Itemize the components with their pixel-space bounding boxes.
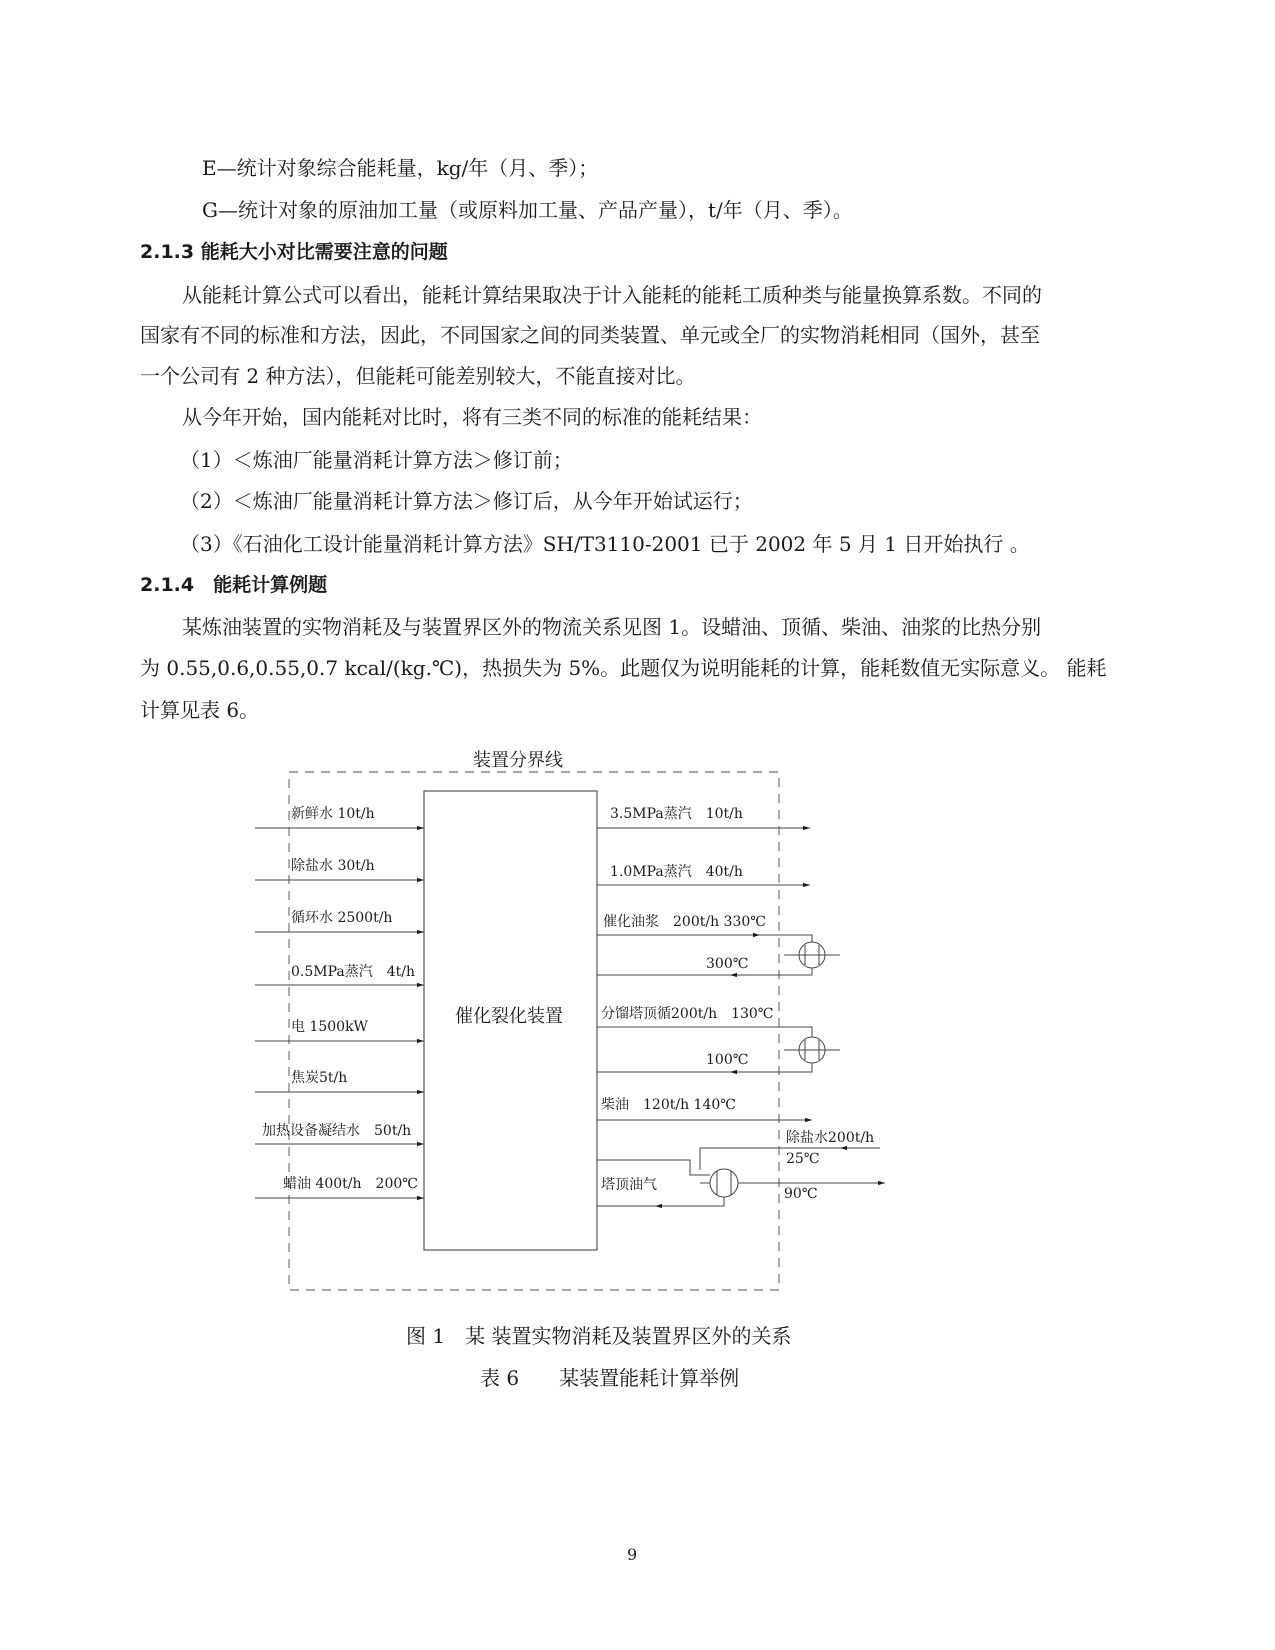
output-diesel-label: 柴油 120t/h 140℃: [601, 1097, 736, 1113]
output-top-circ-label: 分馏塔顶循200t/h 130℃: [601, 1006, 774, 1022]
input-streams: [255, 805, 424, 1198]
input-circulating-water-label: 循环水 2500t/h: [291, 910, 393, 926]
section-heading-2-1-3: 2.1.3 能耗大小对比需要注意的问题: [140, 241, 448, 263]
overhead-line: [597, 1160, 710, 1175]
output-overhead-label: 塔顶油气: [601, 1177, 657, 1193]
list-item: （1）＜炼油厂能量消耗计算方法＞修订前；: [180, 448, 573, 472]
output-top-circ-line: [597, 1027, 812, 1038]
input-condensate-label: 加热设备凝结水 50t/h: [262, 1123, 412, 1139]
list-item: （2）＜炼油厂能量消耗计算方法＞修订后，从今年开始试运行；: [180, 489, 753, 513]
paragraph-line: 计算见表 6。: [140, 698, 260, 722]
table-caption: 表 6 某装置能耗计算举例: [480, 1366, 740, 1390]
input-steam-label: 0.5MPa蒸汽 4t/h: [291, 964, 416, 980]
paragraph-line: 某炼油装置的实物消耗及与装置界区外的物流关系见图 1。设蜡油、顶循、柴油、油浆的比热分别: [182, 615, 1042, 639]
definition-g: G—统计对象的原油加工量（或原料加工量、产品产量），t/年（月、季）。: [202, 198, 853, 222]
list-item: （3）《石油化工设计能量消耗计算方法》SH/T3110-2001 已于 2002 年 5 月 1 日开始执行 。: [180, 532, 1030, 556]
input-wax-oil-label: 蜡油 400t/h 200℃: [283, 1176, 418, 1192]
input-fresh-water-label: 新鲜水 10t/h: [291, 806, 375, 822]
input-electricity-label: 电 1500kW: [291, 1019, 368, 1035]
unit-label: 催化裂化装置: [455, 1006, 563, 1027]
boundary-label: 装置分界线: [473, 750, 563, 771]
figure-caption: 图 1 某 装置实物消耗及装置界区外的关系: [406, 1324, 792, 1348]
input-desalted-water-label: 除盐水 30t/h: [291, 858, 375, 874]
output-streams: [597, 805, 885, 1206]
paragraph-line: 为 0.55,0.6,0.55,0.7 kcal/(kg.℃)，热损失为 5%。此题仅为说明能耗的计算，能耗数值无实际意义。 能耗: [140, 656, 1107, 680]
page-number: 9: [627, 1545, 638, 1564]
section-heading-2-1-4: 2.1.4 能耗计算例题: [140, 574, 328, 596]
desalted-water-in-temp: 25℃: [786, 1151, 820, 1167]
slurry-return-temp: 300℃: [706, 956, 749, 972]
output-slurry-line: [597, 935, 812, 945]
paragraph-line: 从今年开始，国内能耗对比时，将有三类不同的标准的能耗结果：: [182, 405, 762, 429]
definition-e: E—统计对象综合能耗量，kg/年（月、季）；: [202, 156, 599, 180]
output-steam-10-label: 1.0MPa蒸汽 40t/h: [610, 864, 743, 880]
slurry-return-line: [597, 968, 812, 975]
desalted-water-label: 除盐水200t/h: [786, 1130, 875, 1146]
overhead-exchanger-icon: [710, 1169, 738, 1197]
input-coke-label: 焦炭5t/h: [291, 1070, 348, 1086]
output-slurry-label: 催化油浆 200t/h 330℃: [603, 914, 766, 930]
paragraph-line: 从能耗计算公式可以看出，能耗计算结果取决于计入能耗的能耗工质种类与能量换算系数。不同的: [182, 283, 1042, 307]
top-circ-return-line: [597, 1063, 812, 1072]
top-circ-return-temp: 100℃: [706, 1052, 749, 1068]
desalted-water-out-temp: 90℃: [784, 1186, 818, 1202]
overhead-return-line: [597, 1197, 724, 1206]
paragraph-line: 国家有不同的标准和方法，因此，不同国家之间的同类装置、单元或全厂的实物消耗相同（国外，甚至: [140, 323, 1040, 347]
paragraph-line: 一个公司有 2 种方法），但能耗可能差别较大，不能直接对比。: [140, 364, 696, 388]
output-steam-35-label: 3.5MPa蒸汽 10t/h: [610, 806, 743, 822]
